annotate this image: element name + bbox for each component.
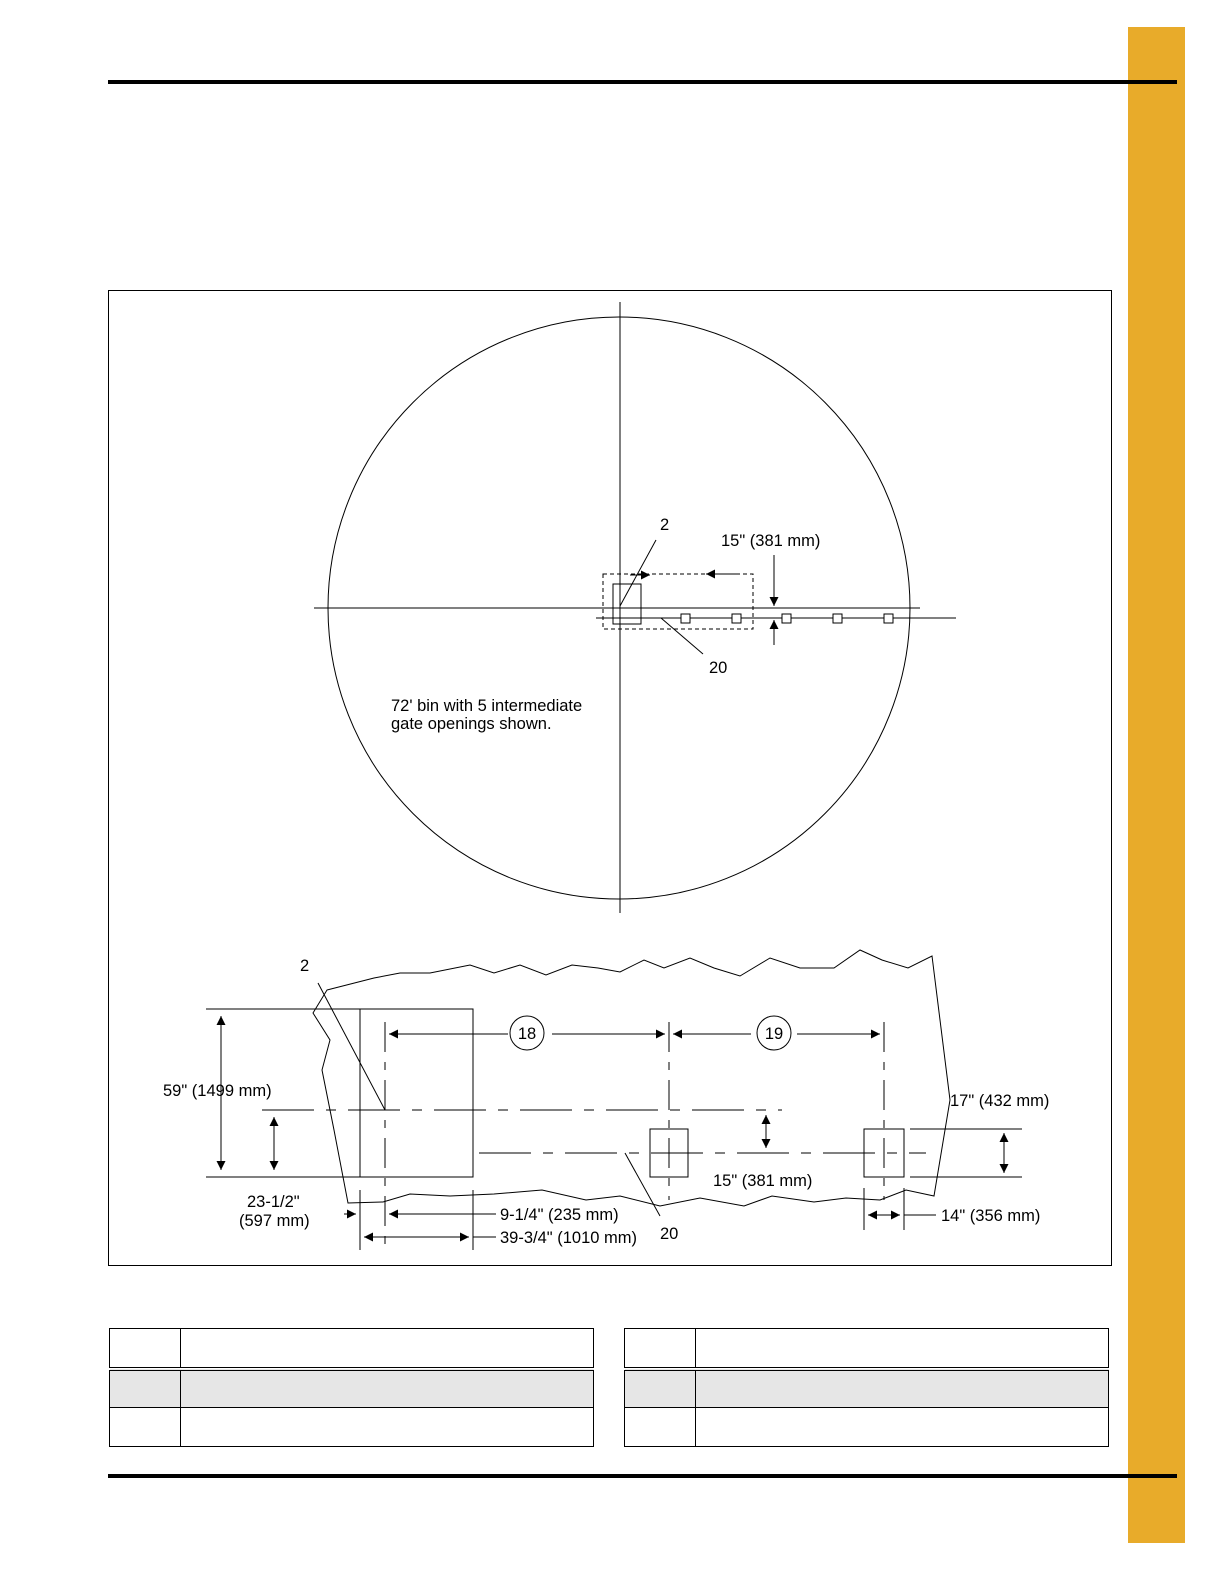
table-row xyxy=(625,1408,1109,1447)
detail-callout-2: 2 xyxy=(300,957,310,975)
parts-table-right xyxy=(624,1328,1109,1447)
table-row xyxy=(110,1329,594,1370)
desc-cell xyxy=(181,1329,594,1370)
leader-2 xyxy=(620,540,656,606)
desc-cell xyxy=(181,1408,594,1447)
desc-cell xyxy=(696,1329,1109,1370)
plan-note-line2: gate openings shown. xyxy=(391,715,552,733)
plan-note-line1: 72' bin with 5 intermediate xyxy=(391,697,583,715)
detail-callout-18: 18 xyxy=(517,1025,537,1043)
desc-cell xyxy=(696,1369,1109,1408)
plan-view xyxy=(314,302,956,913)
detail-callout-19: 19 xyxy=(764,1025,784,1043)
ref-cell xyxy=(625,1329,696,1370)
ref-cell xyxy=(625,1369,696,1408)
detail-dim-14: 14" (356 mm) xyxy=(941,1207,1041,1225)
table-row xyxy=(625,1329,1109,1370)
detail-dim-59: 59" (1499 mm) xyxy=(163,1082,272,1100)
intermediate-gate xyxy=(884,614,893,623)
detail-dim-23-line2: (597 mm) xyxy=(239,1212,310,1230)
detail-region-box xyxy=(603,574,753,629)
ref-cell xyxy=(110,1408,181,1447)
desc-cell xyxy=(696,1408,1109,1447)
ref-cell xyxy=(110,1329,181,1370)
plan-callout-2: 2 xyxy=(660,516,670,534)
intermediate-gate xyxy=(681,614,690,623)
table-row xyxy=(110,1408,594,1447)
detail-dim-15: 15" (381 mm) xyxy=(713,1172,813,1190)
ref-cell xyxy=(625,1408,696,1447)
plan-dim-15: 15" (381 mm) xyxy=(721,532,821,550)
detail-dim-23-line1: 23-1/2" xyxy=(247,1193,300,1211)
footer-rule xyxy=(108,1474,1177,1478)
detail-view xyxy=(206,950,1022,1250)
detail-dim-17: 17" (432 mm) xyxy=(950,1092,1050,1110)
detail-dim-39: 39-3/4" (1010 mm) xyxy=(500,1229,637,1247)
ref-cell xyxy=(110,1369,181,1408)
break-outline xyxy=(313,950,950,1206)
parts-table-left xyxy=(109,1328,594,1447)
detail-callout-20: 20 xyxy=(660,1225,679,1243)
desc-cell xyxy=(181,1369,594,1408)
intermediate-gate xyxy=(833,614,842,623)
table-row xyxy=(110,1369,594,1408)
plan-callout-20: 20 xyxy=(709,659,728,677)
table-row xyxy=(625,1369,1109,1408)
detail-dim-9: 9-1/4" (235 mm) xyxy=(500,1206,619,1224)
intermediate-gate xyxy=(782,614,791,623)
leader-20-detail xyxy=(625,1153,660,1216)
intermediate-gate xyxy=(732,614,741,623)
